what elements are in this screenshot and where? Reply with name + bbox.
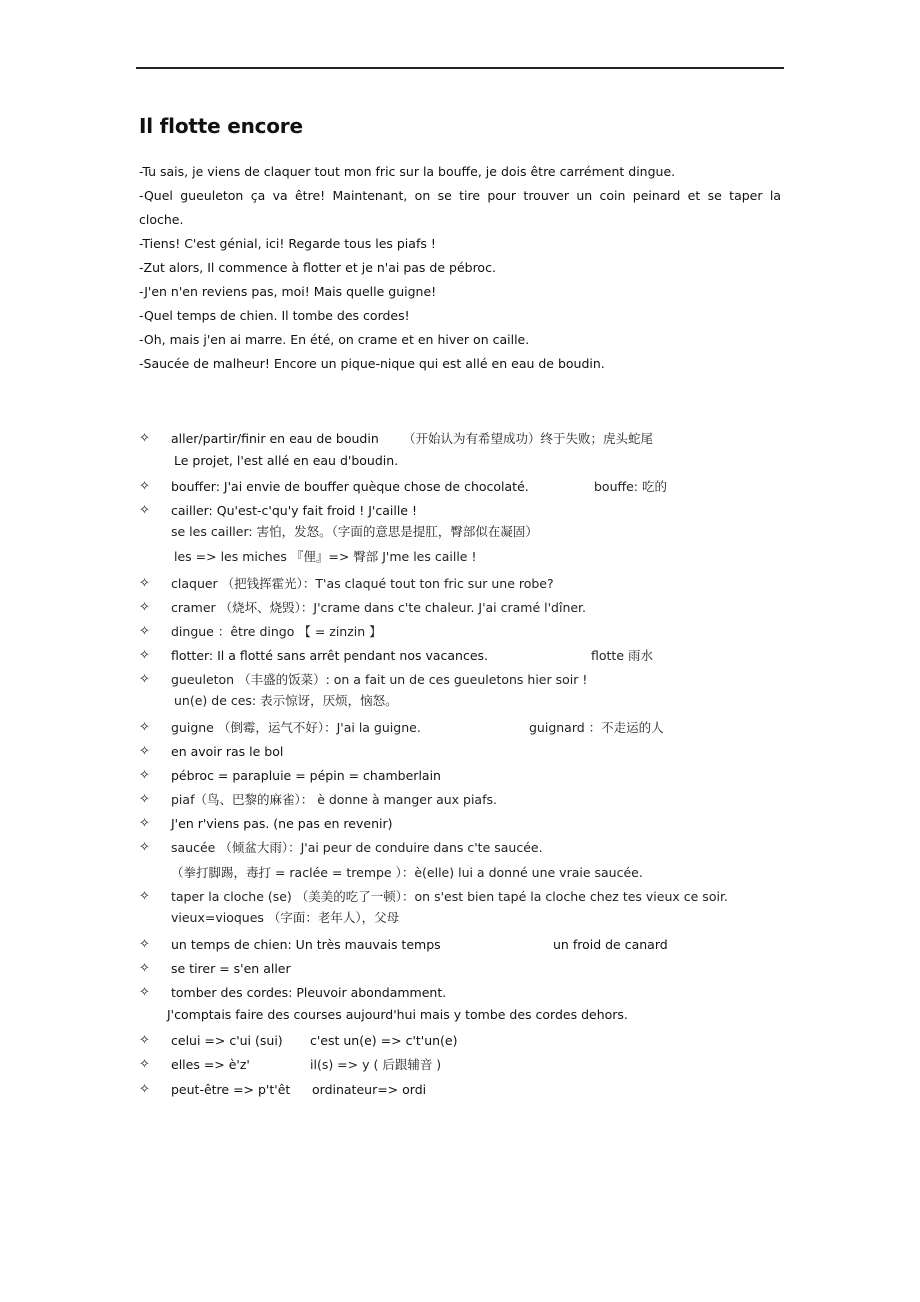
vocab-term: en avoir ras le bol — [171, 744, 284, 759]
vocab-item — [0, 622, 920, 642]
dialogue-line: -Quel temps de chien. Il tombe des cordes! — [139, 308, 410, 323]
dialogue-line: cloche. — [139, 212, 184, 227]
vocab-item — [0, 983, 920, 1003]
vocab-meaning: （开始认为有希望成功）终于失败；虎头蛇尾 — [403, 431, 654, 446]
diamond-bullet-icon: ✧ — [139, 576, 150, 591]
vocab-meaning: c'est un(e) => c't'un(e) — [310, 1033, 458, 1048]
vocab-item — [0, 959, 920, 979]
diamond-bullet-icon: ✧ — [139, 720, 150, 735]
vocab-item — [0, 574, 920, 594]
vocab-item — [0, 1031, 920, 1051]
vocab-meaning: flotte 雨水 — [591, 648, 653, 663]
diamond-bullet-icon: ✧ — [139, 840, 150, 855]
top-rule — [136, 67, 784, 69]
diamond-bullet-icon: ✧ — [139, 648, 150, 663]
vocab-term: J'en r'viens pas. (ne pas en revenir) — [171, 816, 393, 831]
vocab-term: pébroc = parapluie = pépin = chamberlain — [171, 768, 441, 783]
vocab-meaning: il(s) => y ( 后跟辅音 ) — [310, 1057, 442, 1072]
dialogue-line: -J'en n'en reviens pas, moi! Mais quelle guigne! — [139, 284, 437, 299]
dialogue-line: -Saucée de malheur! Encore un pique-nique qui est allé en eau de boudin. — [139, 356, 605, 371]
vocab-term: celui => c'ui (sui) — [171, 1033, 283, 1048]
vocab-item — [0, 718, 920, 738]
vocab-meaning: bouffe: 吃的 — [594, 479, 667, 494]
dialogue-line: -Tiens! C'est génial, ici! Regarde tous les piafs ! — [139, 236, 436, 251]
vocab-example — [0, 451, 920, 471]
diamond-bullet-icon: ✧ — [139, 1082, 150, 1097]
vocab-term: guigne （倒霉，运气不好）：J'ai la guigne. — [171, 720, 421, 735]
vocab-item — [0, 766, 920, 786]
diamond-bullet-icon: ✧ — [139, 1033, 150, 1048]
vocab-example-text: un(e) de ces: 表示惊讶，厌烦，恼怒。 — [174, 693, 398, 708]
diamond-bullet-icon: ✧ — [139, 961, 150, 976]
vocab-example — [0, 691, 920, 711]
vocab-term: un temps de chien: Un très mauvais temps — [171, 937, 441, 952]
diamond-bullet-icon: ✧ — [139, 937, 150, 952]
vocab-item — [0, 646, 920, 666]
diamond-bullet-icon: ✧ — [139, 479, 150, 494]
vocab-term: dingue ：être dingo 【 = zinzin 】 — [171, 624, 382, 639]
vocab-example-text: （拳打脚踢，毒打 = raclée = trempe ）：è(elle) lui a donné une vraie saucée. — [171, 865, 643, 880]
vocab-item — [0, 935, 920, 955]
vocab-term: cailler: Qu'est-c'qu'y fait froid ! J'caille ! — [171, 503, 417, 518]
vocab-item — [0, 742, 920, 762]
vocab-term: cramer （烧坏、烧毁）：J'crame dans c'te chaleur. J'ai cramé l'dîner. — [171, 600, 587, 615]
vocab-term: taper la cloche (se) （美美的吃了一顿）：on s'est bien tapé la cloche chez tes vieux ce soir. — [171, 889, 728, 904]
dialogue-line: -Zut alors, Il commence à flotter et je n'ai pas de pébroc. — [139, 260, 496, 275]
vocab-example — [0, 908, 920, 928]
vocab-example — [0, 863, 920, 883]
vocab-term: tomber des cordes: Pleuvoir abondamment. — [171, 985, 447, 1000]
vocab-item — [0, 477, 920, 497]
vocab-term: piaf（鸟、巴黎的麻雀）： è donne à manger aux piafs. — [171, 792, 497, 807]
vocab-term: se tirer = s'en aller — [171, 961, 291, 976]
vocab-meaning: un froid de canard — [553, 937, 668, 952]
vocab-example — [0, 1005, 920, 1025]
diamond-bullet-icon: ✧ — [139, 816, 150, 831]
vocab-meaning: ordinateur=> ordi — [312, 1082, 427, 1097]
vocab-item — [0, 429, 920, 449]
diamond-bullet-icon: ✧ — [139, 768, 150, 783]
diamond-bullet-icon: ✧ — [139, 503, 150, 518]
vocab-item — [0, 1055, 920, 1075]
diamond-bullet-icon: ✧ — [139, 672, 150, 687]
page-title: Il flotte encore — [139, 114, 303, 138]
vocab-term: bouffer: J'ai envie de bouffer quèque chose de chocolaté. — [171, 479, 529, 494]
diamond-bullet-icon: ✧ — [139, 600, 150, 615]
vocab-example-text: les => les miches 『俚』=> 臀部 J'me les caille ! — [174, 549, 477, 564]
dialogue-line: -Quel gueuleton ça va être! Maintenant, on se tire pour trouver un coin peinard et se taper la — [139, 188, 781, 203]
vocab-item — [0, 814, 920, 834]
vocab-term: claquer （把钱挥霍光）：T'as claqué tout ton fric sur une robe? — [171, 576, 554, 591]
diamond-bullet-icon: ✧ — [139, 985, 150, 1000]
vocab-example-text: se les cailler: 害怕，发怒。（字面的意思是提肛，臀部似在凝固） — [171, 524, 538, 539]
dialogue-line: -Oh, mais j'en ai marre. En été, on crame et en hiver on caille. — [139, 332, 530, 347]
vocab-item — [0, 790, 920, 810]
vocab-example — [0, 522, 920, 542]
vocab-term: flotter: Il a flotté sans arrêt pendant nos vacances. — [171, 648, 489, 663]
vocab-item — [0, 1080, 920, 1100]
diamond-bullet-icon: ✧ — [139, 792, 150, 807]
vocab-item — [0, 887, 920, 907]
dialogue-line: -Tu sais, je viens de claquer tout mon fric sur la bouffe, je dois être carrément dingue. — [139, 164, 676, 179]
vocab-item — [0, 501, 920, 521]
diamond-bullet-icon: ✧ — [139, 1057, 150, 1072]
vocab-term: saucée （倾盆大雨）：J'ai peur de conduire dans c'te saucée. — [171, 840, 543, 855]
diamond-bullet-icon: ✧ — [139, 431, 150, 446]
vocab-term: aller/partir/finir en eau de boudin — [171, 431, 379, 446]
vocab-example-text: vieux=vioques （字面：老年人），父母 — [171, 910, 400, 925]
vocab-meaning: guignard ：不走运的人 — [529, 720, 664, 735]
vocab-example-text: J'comptais faire des courses aujourd'hui mais y tombe des cordes dehors. — [167, 1007, 628, 1022]
vocab-example-text: Le projet, l'est allé en eau d'boudin. — [174, 453, 399, 468]
vocab-item — [0, 838, 920, 858]
vocab-item — [0, 598, 920, 618]
vocab-example — [0, 547, 920, 567]
vocab-term: peut-être => p't'êt — [171, 1082, 291, 1097]
vocab-item — [0, 670, 920, 690]
vocab-term: elles => è'z' — [171, 1057, 250, 1072]
vocab-term: gueuleton （丰盛的饭菜）: on a fait un de ces gueuletons hier soir ! — [171, 672, 588, 687]
diamond-bullet-icon: ✧ — [139, 744, 150, 759]
diamond-bullet-icon: ✧ — [139, 624, 150, 639]
diamond-bullet-icon: ✧ — [139, 889, 150, 904]
